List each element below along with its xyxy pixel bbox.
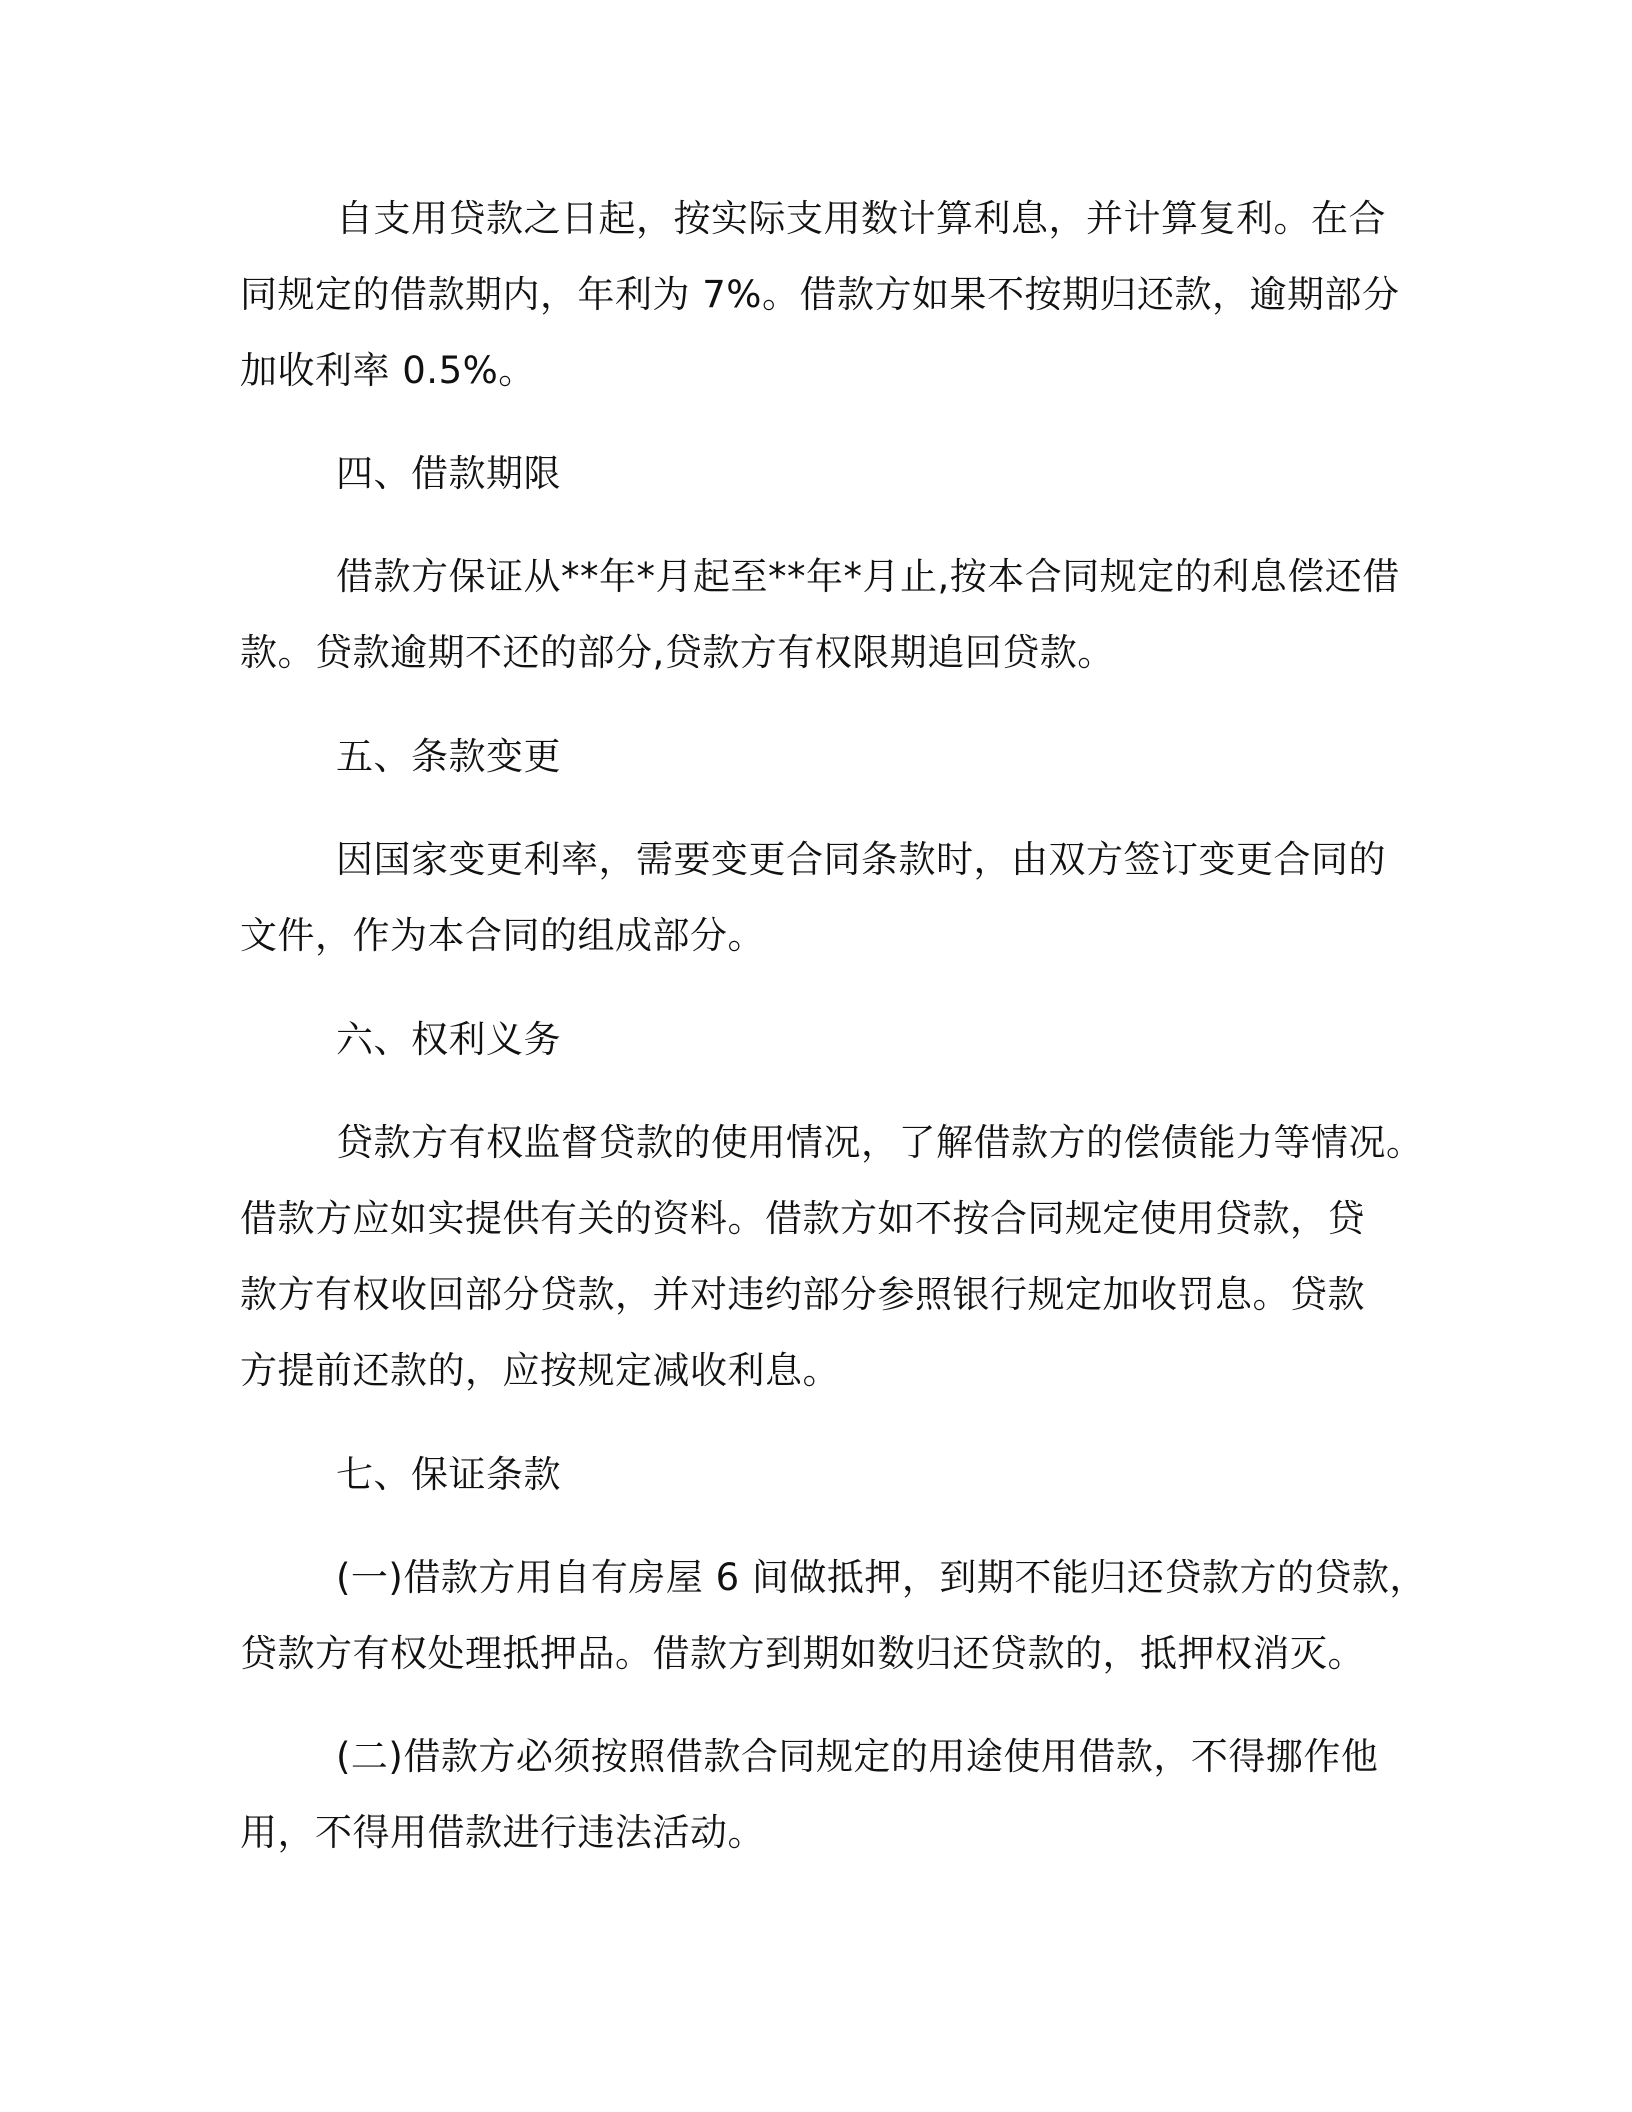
paragraph-rights-line-3: 款方有权收回部分贷款，并对违约部分参照银行规定加收罚息。贷款 <box>240 1273 1365 1316</box>
paragraph-guarantee-2-line-1: (二)借款方必须按照借款合同规定的用途使用借款，不得挪作他 <box>336 1735 1379 1778</box>
paragraph-term-line-1: 借款方保证从**年*月起至**年*月止,按本合同规定的利息偿还借 <box>336 555 1400 598</box>
paragraph-interest-line-2: 同规定的借款期内，年利为 7%。借款方如果不按期归还款，逾期部分 <box>240 273 1400 316</box>
paragraph-change-line-1: 因国家变更利率，需要变更合同条款时，由双方签订变更合同的 <box>336 838 1386 881</box>
paragraph-interest-line-1: 自支用贷款之日起，按实际支用数计算利息，并计算复利。在合 <box>336 197 1386 240</box>
paragraph-rights-line-1: 贷款方有权监督贷款的使用情况，了解借款方的偿债能力等情况。 <box>336 1121 1424 1164</box>
heading-guarantee-clause: 七、保证条款 <box>336 1453 561 1496</box>
paragraph-rights-line-2: 借款方应如实提供有关的资料。借款方如不按合同规定使用贷款，贷 <box>240 1197 1365 1240</box>
paragraph-guarantee-1-line-2: 贷款方有权处理抵押品。借款方到期如数归还贷款的，抵押权消灭。 <box>240 1632 1365 1675</box>
paragraph-change-line-2: 文件，作为本合同的组成部分。 <box>240 914 765 957</box>
paragraph-term-line-2: 款。贷款逾期不还的部分,贷款方有权限期追回贷款。 <box>240 631 1115 674</box>
paragraph-rights-line-4: 方提前还款的，应按规定减收利息。 <box>240 1349 840 1392</box>
paragraph-guarantee-2-line-2: 用，不得用借款进行违法活动。 <box>240 1811 765 1854</box>
heading-clause-change: 五、条款变更 <box>336 735 561 778</box>
heading-rights-obligations: 六、权利义务 <box>336 1018 561 1061</box>
paragraph-guarantee-1-line-1: (一)借款方用自有房屋 6 间做抵押，到期不能归还贷款方的贷款， <box>336 1556 1427 1599</box>
paragraph-interest-line-3: 加收利率 0.5%。 <box>240 349 536 392</box>
heading-loan-term: 四、借款期限 <box>336 452 561 495</box>
